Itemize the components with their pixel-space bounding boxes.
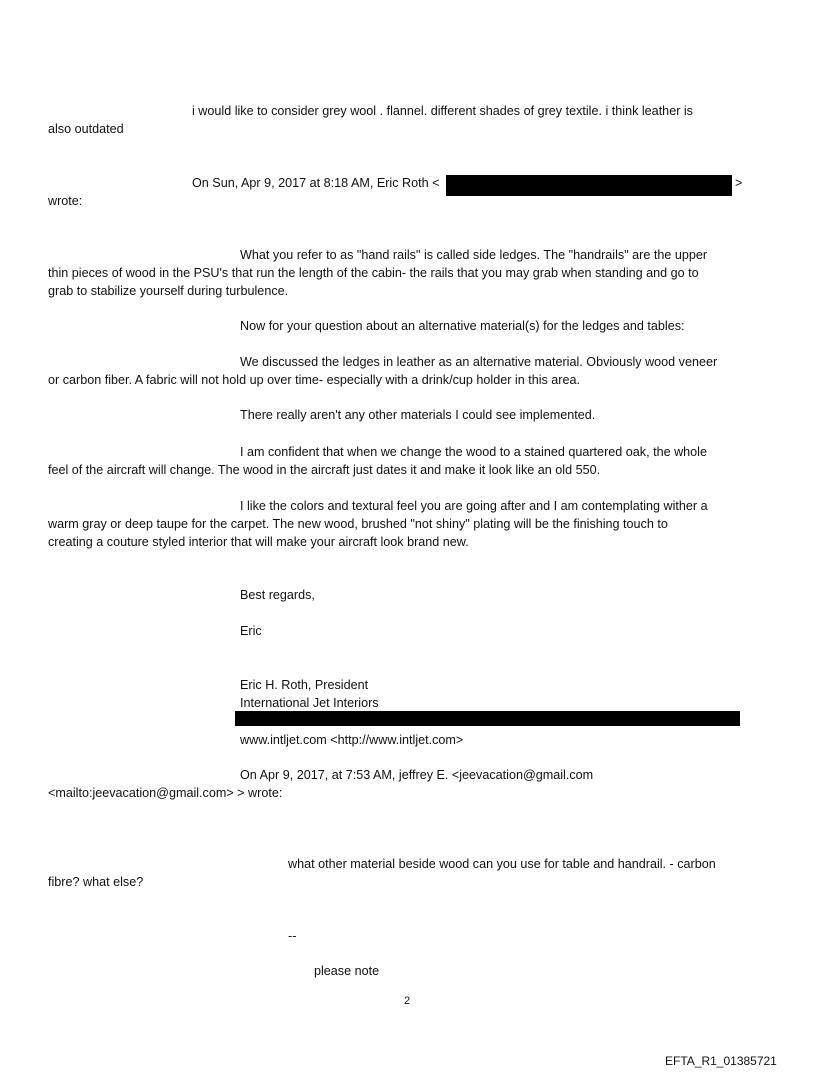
reply-line-1: i would like to consider grey wool . flannel. different shades of grey textile. i think leather is: [192, 104, 693, 118]
quote-header-2-mailto: <mailto:jeevacation@gmail.com> > wrote:: [48, 786, 283, 800]
body-p5-line-2: feel of the aircraft will change. The wood in the aircraft just dates it and make it look like an old 550.: [48, 463, 601, 477]
signature-closing: Best regards,: [240, 588, 315, 602]
page-number: 2: [404, 995, 411, 1007]
body-p6-line-3: creating a couture styled interior that will make your aircraft look brand new.: [48, 535, 469, 549]
signature-name: Eric: [240, 624, 262, 638]
reply-line-2: also outdated: [48, 122, 124, 136]
body-p3-line-2: or carbon fiber. A fabric will not hold up over time- especially with a drink/cup holder in this area.: [48, 373, 581, 387]
redacted-contact-info: [235, 711, 740, 726]
original-line-1: what other material beside wood can you use for table and handrail. - carbon: [288, 857, 716, 871]
signature-title: Eric H. Roth, President: [240, 678, 369, 692]
original-line-2: fibre? what else?: [48, 875, 144, 889]
please-note: please note: [314, 964, 380, 978]
body-p2: Now for your question about an alternative material(s) for the ledges and tables:: [240, 319, 685, 333]
body-p1-line-2: thin pieces of wood in the PSU's that run the length of the cabin- the rails that you may grab when standing and go to: [48, 266, 699, 280]
quote-header-1-wrote: wrote:: [48, 194, 83, 208]
body-p6-line-2: warm gray or deep taupe for the carpet. The new wood, brushed "not shiny" plating will be the finishing touch to: [48, 517, 668, 531]
body-p3-line-1: We discussed the ledges in leather as an alternative material. Obviously wood veneer: [240, 355, 718, 369]
signature-company: International Jet Interiors: [240, 696, 379, 710]
quote-header-1-close: >: [735, 176, 743, 190]
quote-header-1: On Sun, Apr 9, 2017 at 8:18 AM, Eric Roth <: [192, 176, 440, 190]
document-id: EFTA_R1_01385721: [665, 1054, 777, 1068]
redacted-email-address: [446, 175, 732, 196]
body-p1-line-1: What you refer to as "hand rails" is called side ledges. The "handrails" are the upper: [240, 248, 708, 262]
body-p5-line-1: I am confident that when we change the wood to a stained quartered oak, the whole: [240, 445, 707, 459]
signature-separator: --: [288, 929, 297, 943]
body-p6-line-1: I like the colors and textural feel you are going after and I am contemplating wither a: [240, 499, 708, 513]
signature-website: www.intljet.com <http://www.intljet.com>: [240, 733, 464, 747]
body-p4: There really aren't any other materials I could see implemented.: [240, 408, 596, 422]
body-p1-line-3: grab to stabilize yourself during turbulence.: [48, 284, 289, 298]
quote-header-2: On Apr 9, 2017, at 7:53 AM, jeffrey E. <jeevacation@gmail.com: [240, 768, 594, 782]
